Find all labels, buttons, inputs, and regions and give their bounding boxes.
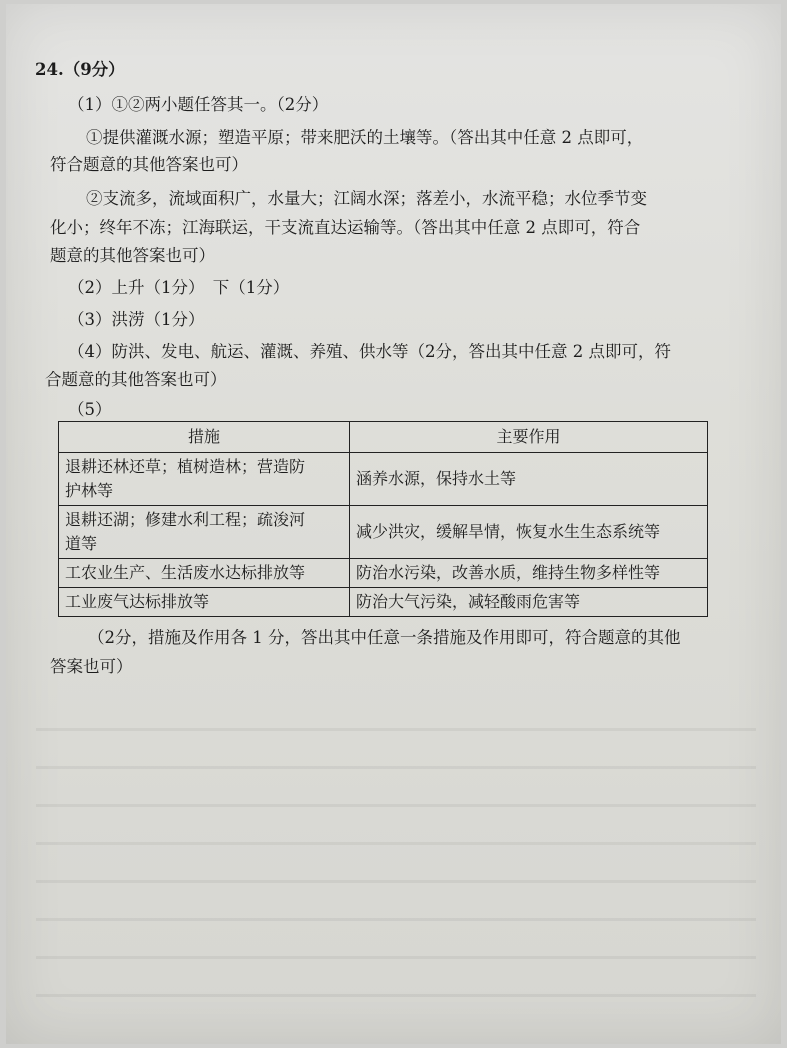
- table-row: [59, 453, 708, 506]
- header-effect: 主要作用: [350, 422, 708, 453]
- table-row: [59, 559, 708, 588]
- measure-cell: [59, 506, 350, 559]
- scoring-note-line2: 答案也可）: [50, 657, 133, 676]
- measure-text: 退耕还湖；修建水利工程；疏浚河: [65, 510, 306, 529]
- measure-cell: 工业废气达标排放等: [59, 588, 350, 617]
- part5: （5）: [68, 400, 112, 419]
- part1-option-a-line2: 符合题意的其他答案也可）: [50, 155, 248, 174]
- part4-line1: （4）防洪、发电、航运、灌溉、养殖、供水等（2分，答出其中任意 2 点即可，符: [68, 342, 671, 361]
- part4-line2: 合题意的其他答案也可）: [45, 370, 227, 389]
- part1-title: （1）①②两小题任答其一。（2分）: [68, 95, 329, 114]
- table-row: [59, 506, 708, 559]
- part1-option-b-line2: 化小；终年不冻；江海联运，干支流直达运输等。（答出其中任意 2 点即可，符合: [50, 218, 641, 237]
- part1-option-a-line1: ①提供灌溉水源；塑造平原；带来肥沃的土壤等。（答出其中任意 2 点即可，: [86, 128, 644, 147]
- table-header-row: [59, 422, 708, 453]
- effect-cell: 涵养水源，保持水土等: [350, 453, 708, 506]
- measure-cell: 工农业生产、生活废水达标排放等: [59, 559, 350, 588]
- part1-option-b-line1: ②支流多，流域面积广，水量大；江阔水深；落差小，水流平稳；水位季节变: [86, 189, 647, 208]
- part3: （3）洪涝（1分）: [68, 310, 205, 329]
- measure-cell: [59, 453, 350, 506]
- effect-cell: 减少洪灾，缓解旱情，恢复水生生态系统等: [350, 506, 708, 559]
- measure-text: 退耕还林还草；植树造林；营造防: [65, 457, 306, 476]
- table-row: [59, 588, 708, 617]
- measure-text: 道等: [65, 534, 98, 553]
- effect-cell: 防治大气污染，减轻酸雨危害等: [350, 588, 708, 617]
- measures-table: [58, 421, 708, 617]
- question-number: 24.（9分）: [35, 60, 125, 79]
- measure-text: 护林等: [65, 481, 114, 500]
- effect-cell: 防治水污染，改善水质，维持生物多样性等: [350, 559, 708, 588]
- scoring-note-line1: （2分，措施及作用各 1 分，答出其中任意一条措施及作用即可，符合题意的其他: [88, 628, 681, 647]
- bleed-through-lines: [36, 704, 756, 1024]
- part1-option-b-line3: 题意的其他答案也可）: [50, 246, 215, 265]
- part2: （2）上升（1分） 下（1分）: [68, 278, 290, 297]
- header-measure: 措施: [59, 422, 350, 453]
